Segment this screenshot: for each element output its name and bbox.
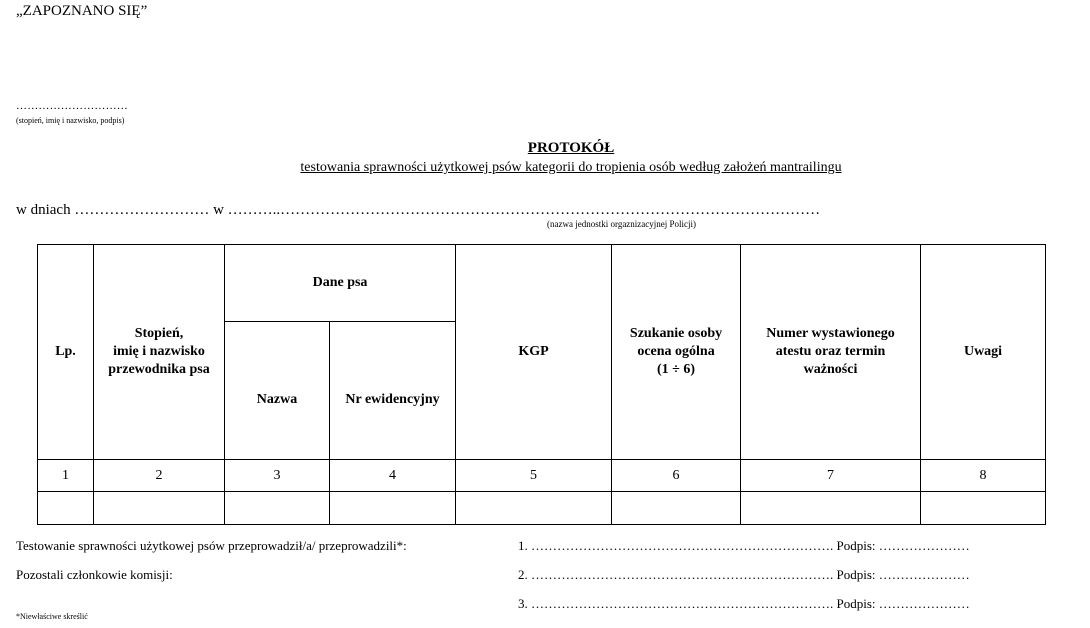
unit-caption: (nazwa jednostki orgaznizacyjnej Policji) [547,219,697,229]
column-number: 5 [456,460,612,492]
empty-cell[interactable] [94,492,225,525]
document-title: PROTOKÓŁ [527,140,615,156]
empty-cell[interactable] [741,492,921,525]
header-kgp: KGP [456,245,612,460]
header-lp: Lp. [38,245,94,460]
conducted-by-label: Testowanie sprawności użytkowej psów przeprowadził/a/ przeprowadzili*: [16,538,407,553]
dates-location-line: w dniach ……………………… w ………..……………………………………………………………………………………………… [16,202,821,218]
signature-line-1: 1. ……………………………………………………………. Podpis: ………………… [518,538,970,553]
approval-signature-caption: (stopień, imię i nazwisko, podpis) [16,116,125,125]
header-certificate-line3: ważności [803,362,858,377]
signature-line-2: 2. ……………………………………………………………. Podpis: ………………… [518,567,970,582]
signature-line-3: 3. ……………………………………………………………. Podpis: ………………… [518,596,970,611]
approval-label: „ZAPOZNANO SIĘ” [16,3,148,19]
header-dog-data: Dane psa [225,245,456,322]
protocol-table [37,244,1046,525]
column-number-row [38,460,1046,492]
empty-cell[interactable] [330,492,456,525]
header-handler-line2: imię i nazwisko [113,344,205,359]
empty-cell[interactable] [612,492,741,525]
column-number: 8 [921,460,1046,492]
header-search-rating [612,245,741,460]
header-handler-line1: Stopień, [134,326,184,341]
column-number: 2 [94,460,225,492]
column-number: 1 [38,460,94,492]
header-handler-line3: przewodnika psa [108,362,210,377]
header-search-line1: Szukanie osoby [629,326,723,341]
header-certificate-line2: atestu oraz termin [775,344,886,359]
header-search-line2: ocena ogólna [637,344,715,359]
header-certificate [741,245,921,460]
empty-cell[interactable] [456,492,612,525]
other-members-label: Pozostali członkowie komisji: [16,567,173,582]
header-handler [94,245,225,460]
column-number: 6 [612,460,741,492]
header-dog-name: Nazwa [225,322,330,460]
header-search-line3: (1 ÷ 6) [657,362,696,377]
empty-cell[interactable] [225,492,330,525]
empty-cell[interactable] [921,492,1046,525]
header-certificate-line1: Numer wystawionego [766,326,895,341]
document-subtitle: testowania sprawności użytkowej psów kategorii do tropienia osób według założeń mantrailingu [300,160,842,175]
footnote: *Niewłaściwe skreślić [16,612,88,621]
header-notes: Uwagi [921,245,1046,460]
column-number: 3 [225,460,330,492]
empty-data-row [38,492,1046,525]
empty-cell[interactable] [38,492,94,525]
approval-signature-line: ………………………… [16,100,128,112]
column-number: 7 [741,460,921,492]
column-number: 4 [330,460,456,492]
header-dog-evid: Nr ewidencyjny [330,322,456,460]
